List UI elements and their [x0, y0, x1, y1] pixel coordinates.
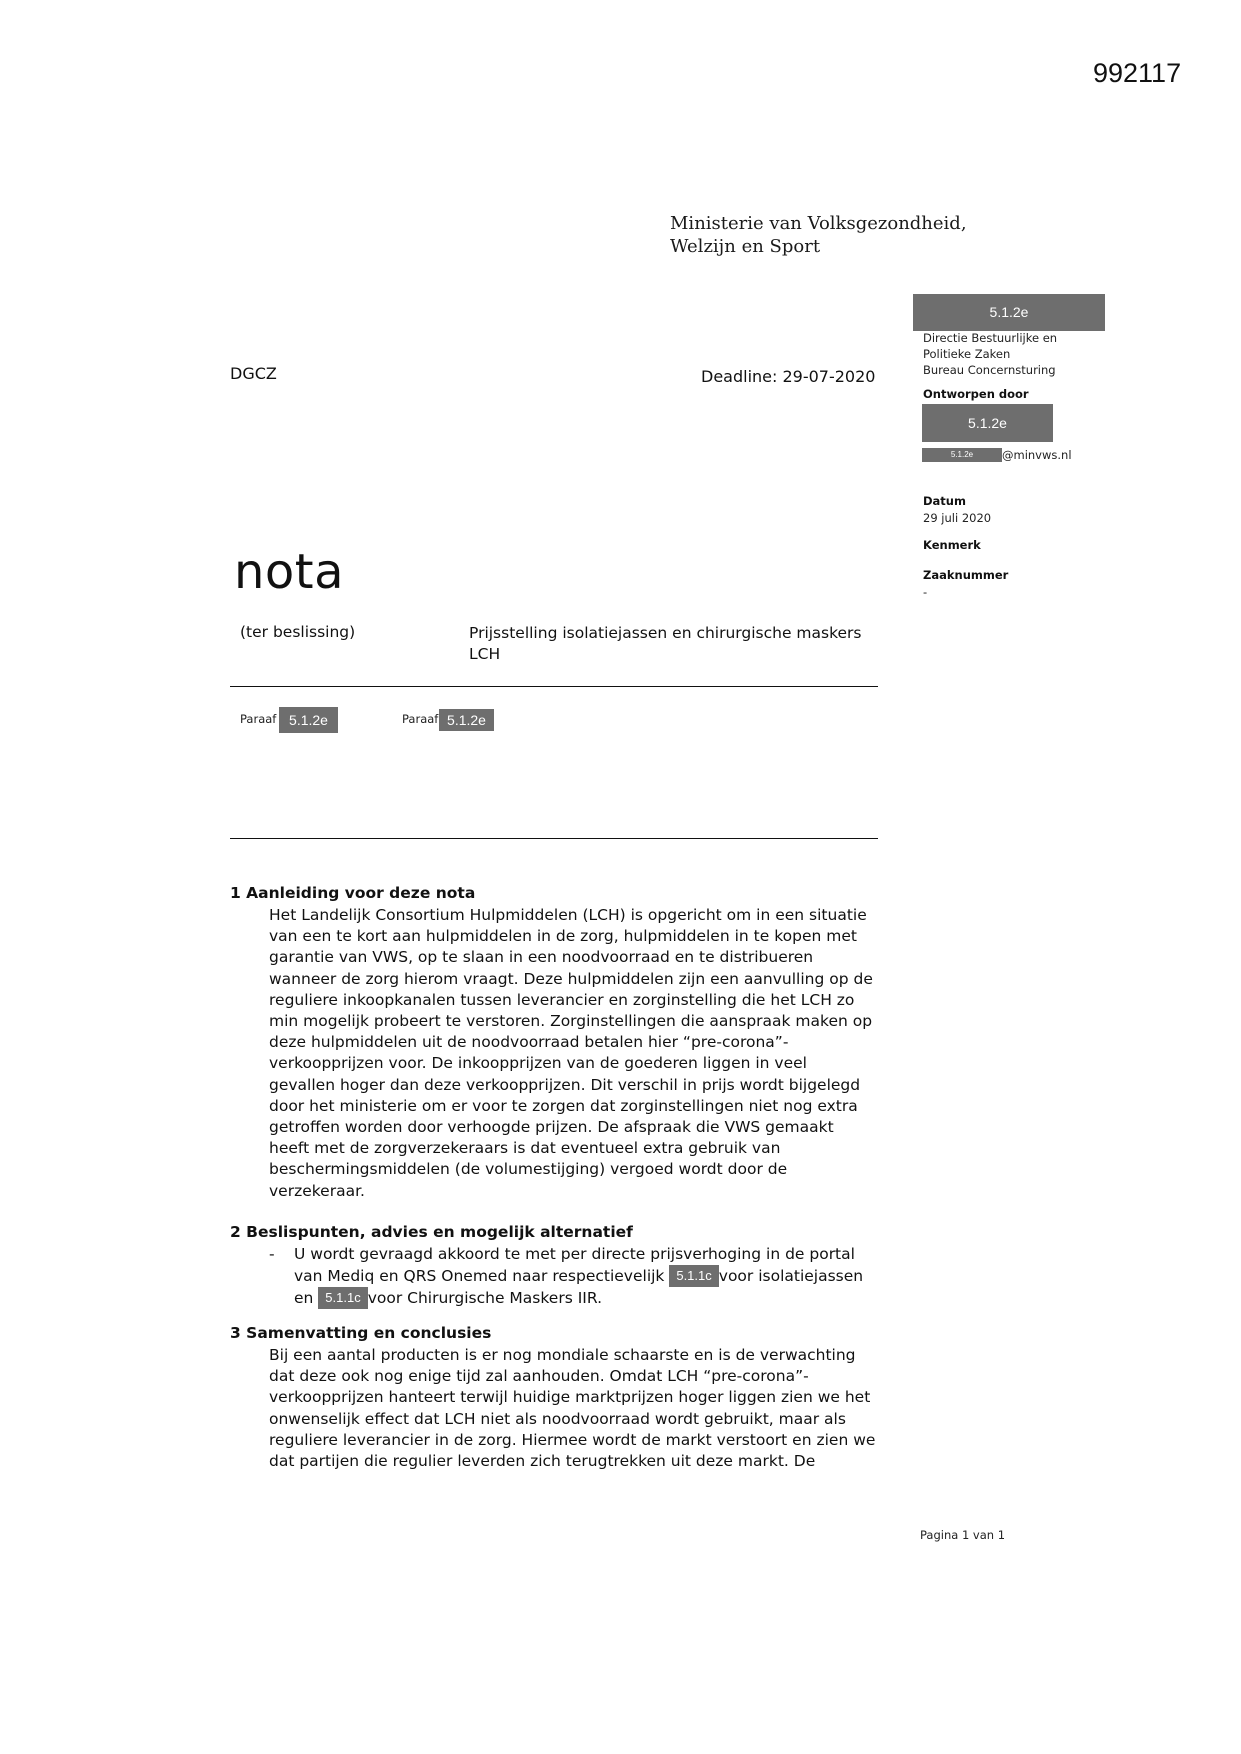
sidebar-redaction-top: 5.1.2e: [913, 294, 1105, 331]
section-3-line: Bij een aantal producten is er nog mondiale schaarste en is de verwachting: [269, 1346, 856, 1364]
decision-line-2-end: voor isolatiejassen: [718, 1267, 864, 1286]
section-1-line: van een te kort aan hulpmiddelen in de zorg, hulpmiddelen in te kopen met: [269, 927, 857, 946]
section-1-line: getroffen worden door verhoogde prijzen. De afspraak die VWS gemaakt: [269, 1118, 834, 1137]
decision-line-1: U wordt gevraagd akkoord te met per directe prijsverhoging in de portal: [294, 1245, 855, 1263]
decision-line-2-start: van Mediq en QRS Onemed naar respectievelijk: [294, 1267, 670, 1286]
case-number-value: -: [923, 585, 928, 599]
decision-line-3: [294, 1287, 914, 1309]
designed-by-redaction: 5.1.2e: [922, 404, 1053, 442]
section-1-line: beschermingsmiddelen (de volumestijging) vergoed wordt door de: [269, 1160, 788, 1179]
divider-bottom: [230, 838, 878, 839]
section-1-line: heeft met de zorgverzekeraars is dat eventueel extra gebruik van: [269, 1139, 781, 1158]
reference-label: Kenmerk: [923, 538, 981, 552]
price-redaction-2: 5.1.1c: [318, 1287, 367, 1309]
paraaf-label-2: Paraaf: [402, 712, 439, 726]
subject: [469, 623, 889, 665]
paraaf-label-1: Paraaf: [240, 712, 277, 726]
section-1-line: deze hulpmiddelen uit de noodvoorraad betalen hier “pre-corona”-: [269, 1033, 789, 1052]
ministry-line-1: Ministerie van Volksgezondheid,: [670, 213, 967, 234]
section-1-body: [269, 905, 909, 1202]
decision-type: (ter beslissing): [240, 623, 356, 641]
section-3-line: verkoopprijzen hanteert terwijl huidige marktprijzen hoger liggen zien we het: [269, 1388, 871, 1407]
email-suffix: @minvws.nl: [1002, 448, 1072, 462]
decision-line-3-end: voor Chirurgische Maskers IIR.: [367, 1289, 603, 1308]
paraaf-redaction-2: 5.1.2e: [439, 709, 494, 731]
section-3-line: onwenselijk effect dat LCH niet als noodvoorraad wordt gebruikt, maar als: [269, 1409, 846, 1428]
paraaf-redaction-1: 5.1.2e: [279, 707, 338, 733]
document-type-title: nota: [234, 544, 345, 600]
section-1-line: reguliere inkoopkanalen tussen leverancier en zorginstelling die het LCH zo: [269, 990, 855, 1009]
decision-line-2: [294, 1265, 914, 1287]
directorate-line-2: Politieke Zaken: [923, 347, 1011, 361]
deadline: Deadline: 29-07-2020: [701, 367, 876, 386]
section-2-heading: 2 Beslispunten, advies en mogelijk alternatief: [230, 1223, 633, 1241]
date-label: Datum: [923, 494, 966, 508]
sidebar-directorate: [923, 330, 1057, 378]
email-redaction: 5.1.2e: [922, 448, 1002, 462]
directorate-line-3: Bureau Concernsturing: [923, 363, 1056, 377]
decision-bullet-text: [294, 1244, 914, 1310]
divider-top: [230, 686, 878, 687]
decision-line-3-start: en: [294, 1289, 319, 1308]
section-1-line: Het Landelijk Consortium Hulpmiddelen (LCH) is opgericht om in een situatie: [269, 906, 867, 924]
price-redaction-1: 5.1.1c: [669, 1265, 718, 1287]
section-3-body: [269, 1345, 909, 1472]
case-number-label: Zaaknummer: [923, 568, 1009, 582]
subject-line-2: LCH: [469, 645, 501, 663]
department-code: DGCZ: [230, 364, 277, 383]
section-1-line: min mogelijk probeert te verstoren. Zorginstellingen die aanspraak maken op: [269, 1012, 873, 1031]
section-1-heading: 1 Aanleiding voor deze nota: [230, 884, 476, 902]
subject-line-1: Prijsstelling isolatiejassen en chirurgische maskers: [469, 624, 862, 642]
section-1-line: verkoopprijzen voor. De inkoopprijzen van de goederen liggen in veel: [269, 1054, 807, 1073]
page-number: Pagina 1 van 1: [920, 1528, 1006, 1542]
section-3-heading: 3 Samenvatting en conclusies: [230, 1324, 492, 1342]
section-1-line: wanneer de zorg hierom vraagt. Deze hulpmiddelen zijn een aanvulling op de: [269, 969, 873, 988]
document-number: 992117: [1093, 58, 1182, 88]
section-3-line: dat partijen die regulier leverden zich terugtrekken uit deze markt. De: [269, 1452, 816, 1471]
ministry-name: [670, 212, 967, 258]
date-value: 29 juli 2020: [923, 511, 992, 525]
directorate-line-1: Directie Bestuurlijke en: [923, 331, 1058, 345]
section-1-line: door het ministerie om er voor te zorgen dat zorginstellingen niet nog extra: [269, 1096, 858, 1115]
designed-by-label: Ontworpen door: [923, 387, 1029, 401]
bullet-dash: -: [269, 1245, 275, 1263]
section-3-line: reguliere leverancier in de zorg. Hiermee wordt de markt verstoort en zien we: [269, 1430, 876, 1449]
section-1-line: gevallen hoger dan deze verkoopprijzen. Dit verschil in prijs wordt bijgelegd: [269, 1075, 861, 1094]
section-1-line: verzekeraar.: [269, 1181, 365, 1200]
section-1-line: garantie van VWS, op te slaan in een noodvoorraad en te distribueren: [269, 948, 814, 967]
ministry-line-2: Welzijn en Sport: [670, 236, 821, 257]
section-3-line: dat deze ook nog enige tijd zal aanhouden. Omdat LCH “pre-corona”-: [269, 1367, 809, 1386]
